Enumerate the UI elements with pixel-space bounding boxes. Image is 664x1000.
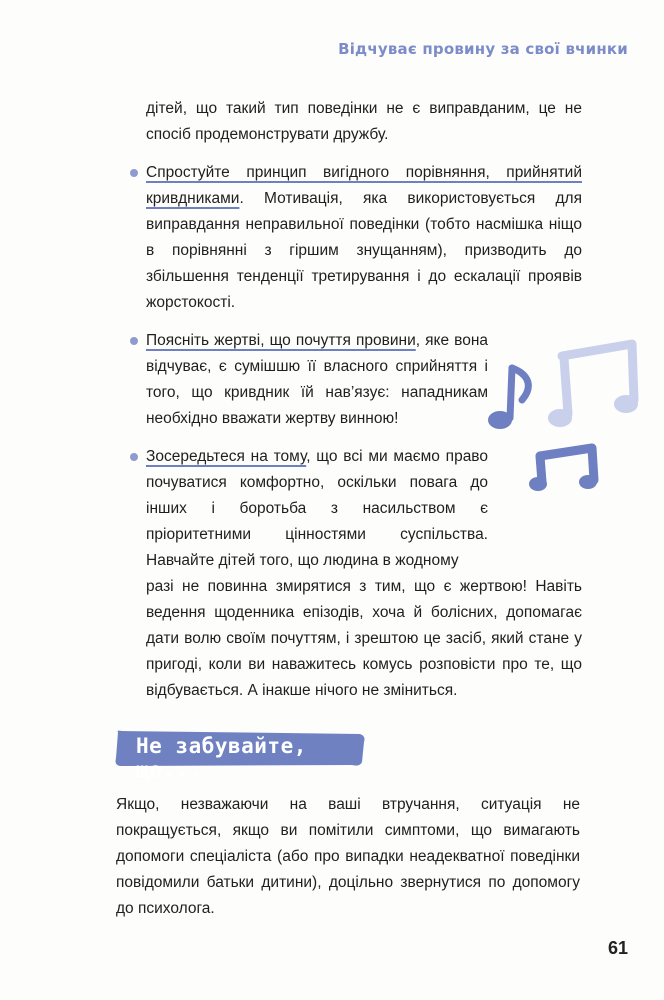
reminder-callout xyxy=(112,728,368,782)
running-head: Відчуває провину за свої вчинки xyxy=(338,40,628,58)
bullet-narrow-block xyxy=(146,328,488,432)
bullet-item-1 xyxy=(146,160,582,316)
page-number: 61 xyxy=(607,938,628,958)
bullet-highlight: Поясніть жертві, що почуття провини xyxy=(146,332,416,349)
light-double-note-icon xyxy=(548,344,638,427)
final-paragraph: Якщо, незважаючи на ваші втручання, ситуація не покращується, якщо ви помітили симптоми, що вимагають допомоги спеціаліста (або про випадки неадекватної поведінки повідомили батьки дитини), доцільно звернутися по допомогу до психолога. xyxy=(116,796,580,917)
bullet-text: , яке вона відчуває, є сумішшю її власного сприйняття і того, що кривдник їй нав’язує: нападникам необхідно вважати жертву винною! xyxy=(146,332,488,427)
beamed-note-icon xyxy=(529,448,597,491)
bullet-dot-icon xyxy=(130,337,138,345)
intro-continuation: дітей, що такий тип поведінки не є виправданим, це не спосіб продемонструвати дружбу. xyxy=(146,100,582,143)
bullet-narrow-block xyxy=(146,444,488,574)
bullet-dot-icon xyxy=(130,453,138,461)
bullet-dot-icon xyxy=(130,169,138,177)
bullet-text: , що всі ми маємо право почуватися комфортно, оскільки повага до інших і боротьба з насильством є пріоритетними цінностями суспільства. Навчайте дітей того, що людина в жодному xyxy=(146,448,488,569)
bullet-text-wide: разі не повинна змирятися з тим, що є жертвою! Навіть ведення щоденника епізодів, хоча й болісних, допомагає дати волю своїм почуттям, і зрештою це засіб, який стане у пригоді, коли ви наважитесь комусь розповісти про те, що відбувається. А інакше нічого не зміниться. xyxy=(146,578,582,699)
bullet-highlight: Спростуйте принцип вигідного порівняння, прийнятий кривдниками xyxy=(146,164,582,207)
bullet-text: . Мотивація, яка використовується для виправдання неправильної поведінки (тобто насмішка ніщо в порівнянні з гіршим знущанням), призводить до збільшення тенденції третирування і до ескалації проявів жорстокості. xyxy=(146,190,582,311)
callout-title: Не забувайте, що... xyxy=(136,734,307,782)
bullet-highlight: Зосередьтеся на тому xyxy=(146,448,307,465)
eighth-note-icon xyxy=(488,368,528,429)
music-notes-illustration xyxy=(484,330,644,500)
